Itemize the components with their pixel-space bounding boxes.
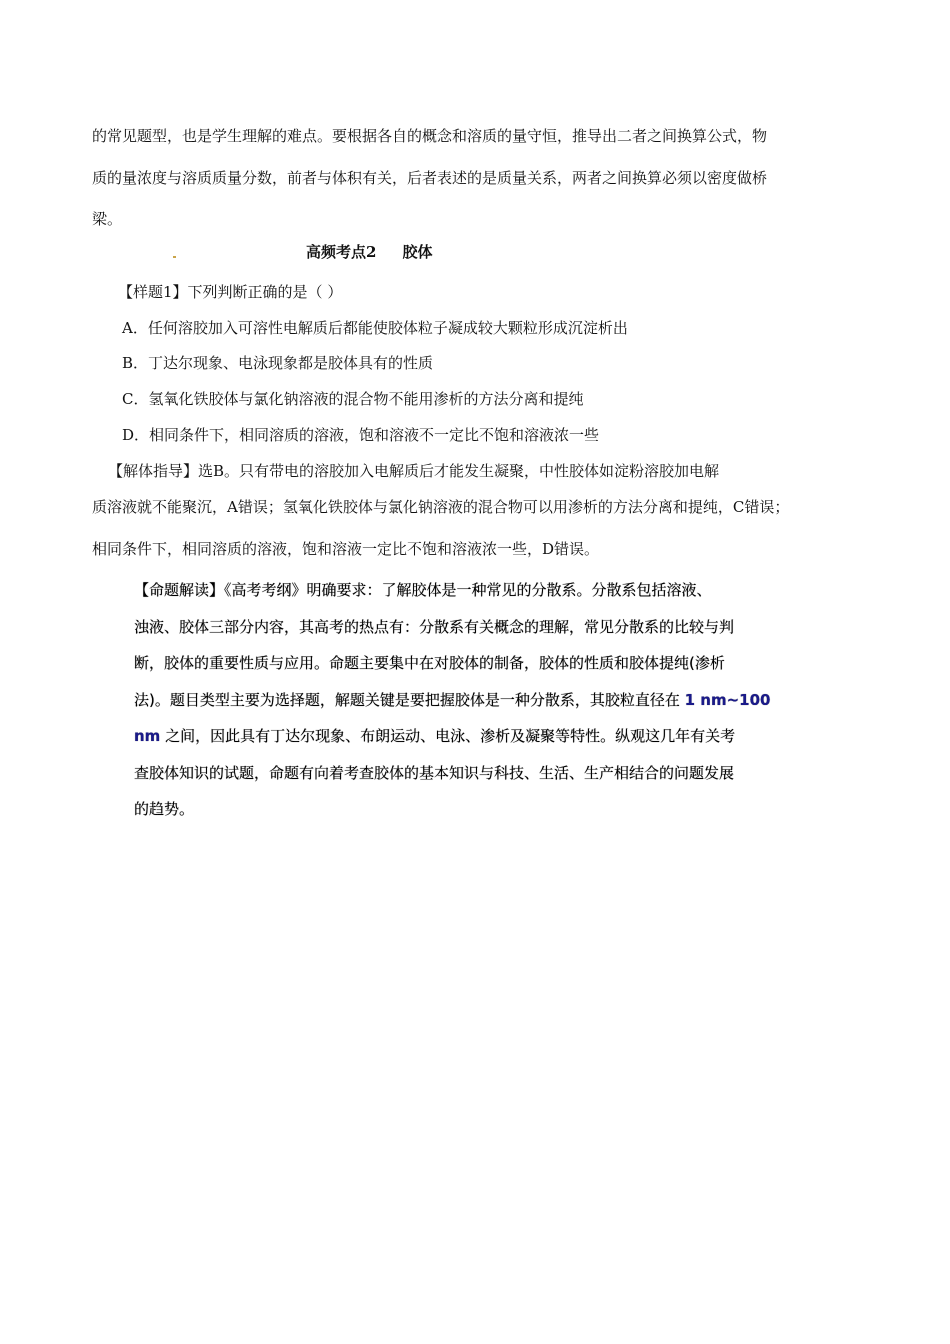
- option-c: C．氢氧化铁胶体与氯化钠溶液的混合物不能用渗析的方法分离和提纯: [122, 390, 584, 408]
- commentary-line-4-text: 法)。题目类型主要为选择题，解题关键是要把握胶体是一种分散系，其胶粒直径在: [134, 690, 685, 709]
- intro-line-2: 质的量浓度与溶质质量分数，前者与体积有关，后者表述的是质量关系，两者之间换算必须以密度做桥: [92, 169, 768, 187]
- commentary-line-1: 【命题解读】《高考考纲》明确要求：了解胶体是一种常见的分散系。分散系包括溶液、: [134, 581, 712, 599]
- commentary-line-5: [134, 718, 794, 755]
- stray-mark: [173, 256, 176, 258]
- answer-line-2: 质溶液就不能聚沉，A错误；氢氧化铁胶体与氯化钠溶液的混合物可以用渗析的方法分离和提纯，C错误；: [92, 498, 790, 516]
- size-range-unit: nm: [134, 727, 161, 745]
- heading-prefix: 高频考点2: [306, 243, 377, 261]
- question-stem: 【样题1】下列判断正确的是（ ）: [118, 283, 343, 301]
- commentary-line-6: 查胶体知识的试题，命题有向着考查胶体的基本知识与科技、生活、生产相结合的问题发展: [134, 763, 735, 782]
- commentary-line-4: [134, 682, 794, 719]
- answer-line-3: 相同条件下，相同溶质的溶液，饱和溶液一定比不饱和溶液浓一些，D错误。: [92, 540, 600, 558]
- size-range-start: 1 nm~100: [684, 690, 771, 709]
- commentary-line-5-text: 之间，因此具有丁达尔现象、布朗运动、电泳、渗析及凝聚等特性。纵观这几年有关考: [160, 727, 736, 745]
- option-a: A．任何溶胶加入可溶性电解质后都能使胶体粒子凝成较大颗粒形成沉淀析出: [122, 319, 628, 337]
- heading-topic: 胶体: [402, 243, 433, 261]
- commentary-block: [134, 572, 794, 828]
- commentary-line-7: 的趋势。: [134, 800, 195, 818]
- commentary-line-3: 断，胶体的重要性质与应用。命题主要集中在对胶体的制备，胶体的性质和胶体提纯(渗析: [134, 654, 725, 672]
- section-heading: [306, 242, 432, 262]
- option-d: D．相同条件下，相同溶质的溶液，饱和溶液不一定比不饱和溶液浓一些: [122, 426, 600, 444]
- option-b: B．丁达尔现象、电泳现象都是胶体具有的性质: [122, 354, 434, 372]
- commentary-line-2: 浊液、胶体三部分内容，其高考的热点有：分散系有关概念的理解，常见分散系的比较与判: [134, 617, 735, 636]
- answer-line-1: 【解体指导】选B。只有带电的溶胶加入电解质后才能发生凝聚，中性胶体如淀粉溶胶加电解: [108, 462, 720, 480]
- intro-line-1: 的常见题型，也是学生理解的难点。要根据各自的概念和溶质的量守恒，推导出二者之间换算公式，物: [92, 127, 768, 145]
- intro-line-3: 梁。: [92, 210, 123, 228]
